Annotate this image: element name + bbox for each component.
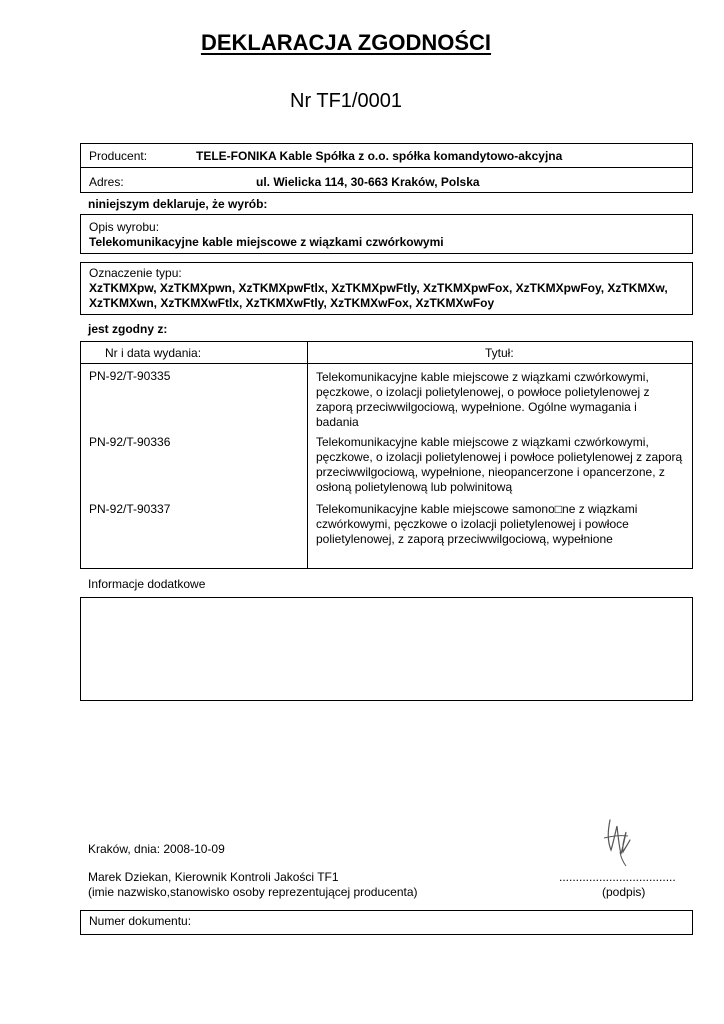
additional-info-box [80,597,693,701]
type-designation-label: Oznaczenie typu: [89,266,182,280]
signatory-caption: (imie nazwisko,stanowisko osoby reprezentującej producenta) [88,885,418,899]
table-row-3-title-line: Telekomunikacyjne kable miejscowe samono□ne z wiązkami [316,502,638,516]
type-designation-line-2: XzTKMXwn, XzTKMXwFtlx, XzTKMXwFtly, XzTKMXwFox, XzTKMXwFoy [89,296,495,310]
table-row-1-title-line: zaporą przeciwwilgociową, wypełnione. Ogólne wymagania i [316,400,637,414]
signatory-name: Marek Dziekan, Kierownik Kontroli Jakości TF1 [88,870,339,884]
producer-label: Producent: [89,149,148,163]
table-row-1-number: PN-92/T-90335 [89,369,171,383]
table-row-1-title-line: Telekomunikacyjne kable miejscowe z wiązkami czwórkowymi, [316,370,649,384]
producer-value: TELE-FONIKA Kable Spółka z o.o. spółka komandytowo-akcyjna [196,149,563,163]
type-designation-line-1: XzTKMXpw, XzTKMXpwn, XzTKMXpwFtlx, XzTKMXpwFtly, XzTKMXpwFox, XzTKMXpwFoy, XzTKMXw, [89,281,668,295]
document-title: DEKLARACJA ZGODNOŚCI [200,30,492,55]
additional-info-label: Informacje dodatkowe [88,577,206,591]
compliant-label: jest zgodny z: [88,322,168,336]
product-description-box [80,214,693,254]
product-description-value: Telekomunikacyjne kable miejscowe z wiązkami czwórkowymi [89,235,444,249]
signature-caption: (podpis) [602,885,646,899]
standards-table [80,341,693,569]
table-row-3-title [316,502,637,547]
table-row-2-title [316,435,682,495]
document-number-heading: Nr TF1/0001 [290,90,402,112]
table-row-3-number: PN-92/T-90337 [89,502,171,516]
address-value: ul. Wielicka 114, 30-663 Kraków, Polska [256,175,480,189]
table-header-title: Tytuł: [485,346,514,360]
table-row-3-title-line: czwórkowymi, pęczkowe o izolacji polietylenowej i powłoce [316,517,629,531]
table-row-1-title-line: pęczkowe, o izolacji polietylenowej, o powłoce polietylenowej z [316,385,650,399]
table-row-1-title-line: badania [316,415,359,429]
declaration-text: niniejszym deklaruje, że wyrób: [88,197,268,211]
document-number-box [80,910,693,935]
table-header-number: Nr i data wydania: [105,346,202,360]
handwritten-signature [598,816,638,868]
table-column-divider [307,342,308,568]
table-row-2-title-line: Telekomunikacyjne kable miejscowe z wiązkami czwórkowymi, [316,435,649,449]
table-row-2-title-line: pęczkowe, o izolacji polietylenowej i powłoce polietylenowej z zaporą [316,450,683,464]
table-row-2-number: PN-92/T-90336 [89,435,171,449]
signature-line: ................................... [559,870,676,884]
table-header-divider [81,363,692,364]
type-designation-box [80,262,693,315]
place-date: Kraków, dnia: 2008-10-09 [88,842,225,856]
document-number-label: Numer dokumentu: [89,914,192,928]
table-row-1-title [316,370,650,430]
producer-divider [81,167,692,168]
table-row-3-title-line: polietylenowej, z zaporą przeciwwilgociową, wypełnione [316,532,613,546]
address-label: Adres: [89,175,124,189]
table-row-2-title-line: osłoną polietylenową lub polwinitową [316,480,513,494]
producer-address-box [80,143,693,193]
table-row-2-title-line: przeciwwilgociową, wypełnione, nieopancerzone i opancerzone, z [316,465,665,479]
product-description-label: Opis wyrobu: [89,220,160,234]
